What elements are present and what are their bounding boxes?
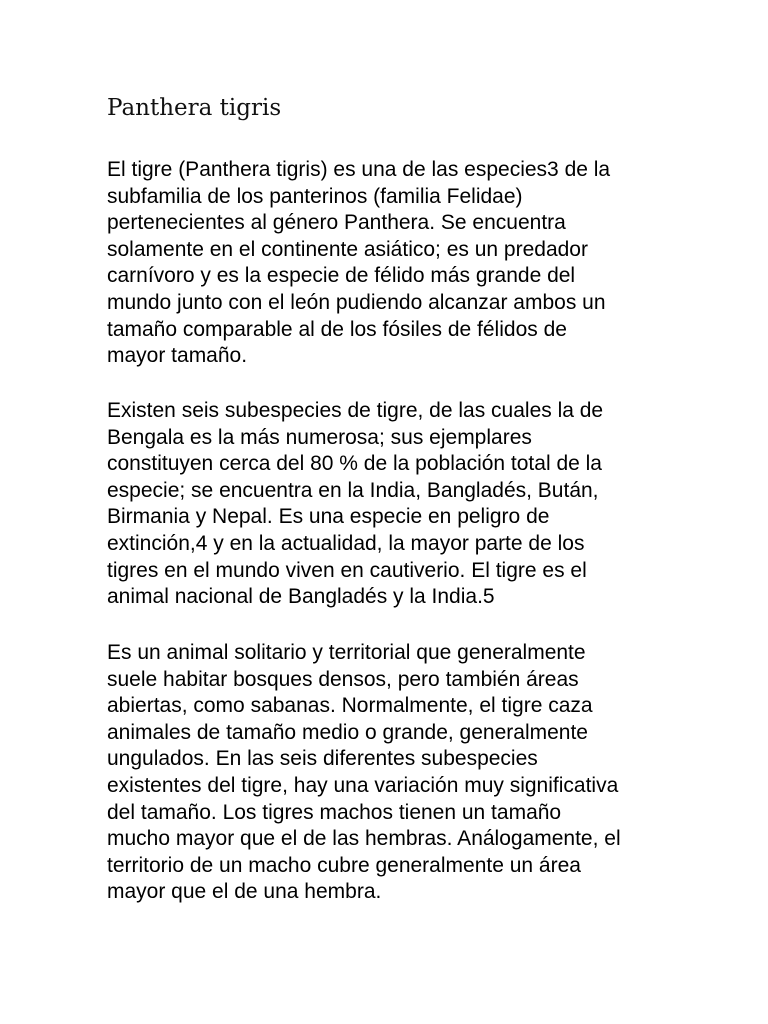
paragraph-line: solamente en el continente asiático; es un predador [107,237,588,261]
paragraph-line: Bengala es la más numerosa; sus ejemplares [107,425,532,449]
paragraph-1 [107,157,707,370]
paragraph-3 [107,640,707,906]
paragraph-line: animales de tamaño medio o grande, generalmente [107,720,588,744]
paragraph-line: subfamilia de los panterinos (familia Felidae) [107,184,523,208]
paragraph-line: constituyen cerca del 80 % de la población total de la [107,452,602,476]
paragraph-2 [107,398,707,611]
paragraph-line: Es un animal solitario y territorial que generalmente [107,641,586,664]
paragraph-line: mayor tamaño. [107,344,248,368]
paragraph-line: tamaño comparable al de los fósiles de félidos de [107,317,567,341]
paragraph-line: animal nacional de Bangladés y la India.5 [107,585,495,609]
paragraph-line: Existen seis subespecies de tigre, de las cuales la de [107,399,604,422]
paragraph-line: Birmania y Nepal. Es una especie en peligro de [107,505,550,529]
paragraph-line: mundo junto con el león pudiendo alcanzar ambos un [107,290,606,314]
paragraph-line: carnívoro y es la especie de félido más grande del [107,264,576,288]
paragraph-line: pertenecientes al género Panthera. Se encuentra [107,211,566,235]
paragraph-line: extinción,4 y en la actualidad, la mayor parte de los [107,531,585,555]
paragraph-line: El tigre (Panthera tigris) es una de las especies3 de la [107,158,611,181]
paragraph-line: del tamaño. Los tigres machos tienen un tamaño [107,800,562,824]
paragraph-line: mayor que el de una hembra. [107,880,382,904]
paragraph-line: abiertas, como sabanas. Normalmente, el tigre caza [107,694,593,718]
paragraph-line: suele habitar bosques densos, pero también áreas [107,667,579,691]
paragraph-line: existentes del tigre, hay una variación muy significativa [107,773,619,797]
paragraph-line: territorio de un macho cubre generalmente un área [107,853,581,877]
document-title: Panthera tigris [107,95,282,121]
paragraph-line: tigres en el mundo viven en cautiverio. El tigre es el [107,558,587,582]
paragraph-line: especie; se encuentra en la India, Bangladés, Bután, [107,478,599,502]
paragraph-line: ungulados. En las seis diferentes subespecies [107,747,538,771]
paragraph-line: mucho mayor que el de las hembras. Análogamente, el [107,827,621,851]
